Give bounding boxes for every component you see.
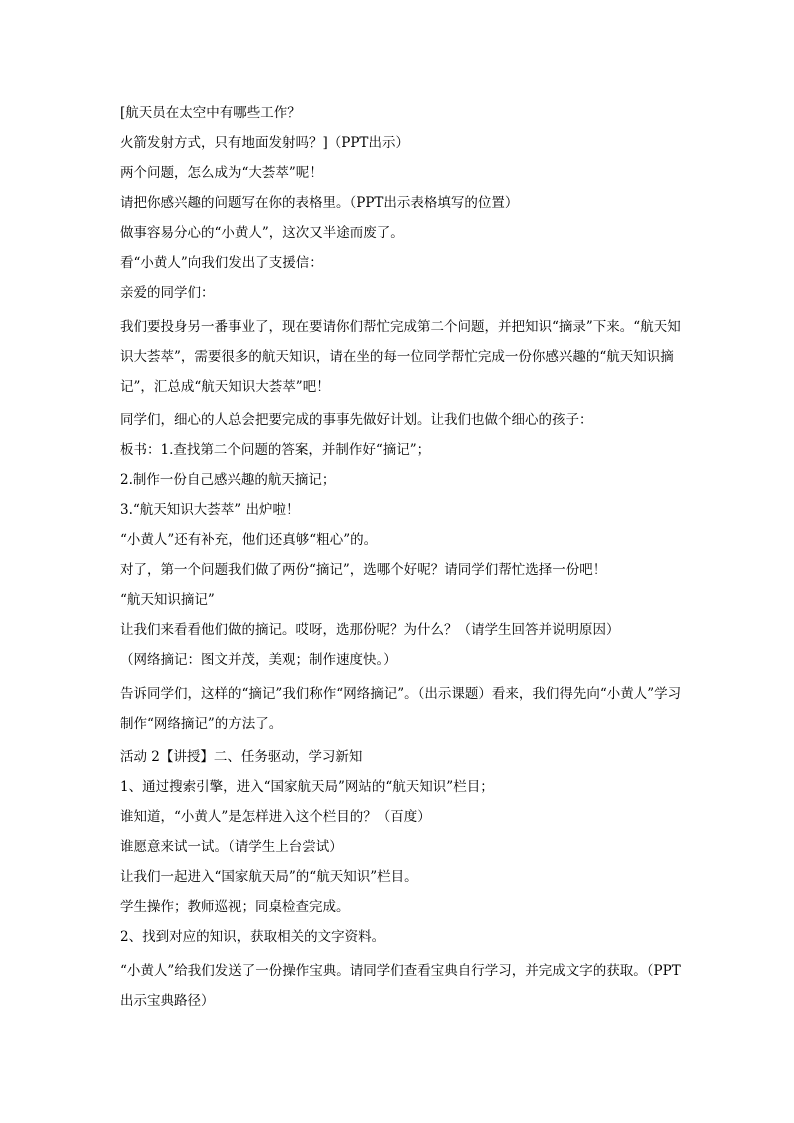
paragraph: （网络摘记：图文并茂，美观；制作速度快。） bbox=[120, 652, 397, 668]
paragraph: 我们要投身另一番事业了，现在要请你们帮忙完成第二个问题，并把知识“摘录”下来。“航天知识大荟萃”，需要很多的航天知识，请在坐的每一位同学帮忙完成一份你感兴趣的“航天知识摘记”，汇总成“航天知识大荟萃”吧！ bbox=[120, 319, 681, 395]
paragraph: 告诉同学们，这样的“摘记”我们称作“网络摘记”。（出示课题）看来，我们得先向“小黄人”学习制作“网络摘记”的方法了。 bbox=[120, 686, 682, 732]
paragraph: 谁愿意来试一试。（请学生上台尝试） bbox=[120, 839, 343, 855]
paragraph: 让我们一起进入“国家航天局”的“航天知识”栏目。 bbox=[120, 869, 418, 885]
paragraph: 请把你感兴趣的问题写在你的表格里。（PPT出示表格填写的位置） bbox=[120, 195, 519, 211]
paragraph: 1、通过搜索引擎，进入“国家航天局”网站的“航天知识”栏目； bbox=[120, 779, 494, 795]
paragraph: 学生操作；教师巡视；同桌检查完成。 bbox=[120, 899, 350, 915]
paragraph: 板书：1.查找第二个问题的答案，并制作好“摘记”； bbox=[120, 442, 431, 458]
paragraph: “航天知识摘记” bbox=[120, 592, 215, 608]
paragraph: 活动 2【讲授】二、任务驱动，学习新知 bbox=[120, 749, 363, 765]
paragraph: 做事容易分心的“小黄人”，这次又半途而废了。 bbox=[120, 225, 404, 241]
paragraph: 谁知道，“小黄人”是怎样进入这个栏目的？（百度） bbox=[120, 809, 431, 825]
paragraph: 让我们来看看他们做的摘记。哎呀，选那份呢？为什么？（请学生回答并说明原因） bbox=[120, 622, 620, 638]
paragraph: [航天员在太空中有哪些工作？ bbox=[120, 105, 301, 121]
paragraph: “小黄人”给我们发送了一份操作宝典。请同学们查看宝典自行学习，并完成文字的获取。（PPT出示宝典路径） bbox=[120, 963, 681, 1009]
paragraph: 看“小黄人”向我们发出了支援信： bbox=[120, 255, 323, 271]
paragraph: “小黄人”还有补充，他们还真够“粗心”的。 bbox=[120, 532, 378, 548]
paragraph: 同学们，细心的人总会把要完成的事事先做好计划。让我们也做个细心的孩子： bbox=[120, 412, 593, 428]
paragraph: 火箭发射方式，只有地面发射吗？]（PPT出示） bbox=[120, 135, 409, 151]
paragraph: 对了，第一个问题我们做了两份“摘记”，选哪个好呢？请同学们帮忙选择一份吧！ bbox=[120, 562, 607, 578]
document-page bbox=[120, 102, 690, 1016]
paragraph: 亲爱的同学们： bbox=[120, 285, 215, 301]
paragraph: 两个问题，怎么成为“大荟萃”呢！ bbox=[120, 165, 323, 181]
paragraph: 2.制作一份自己感兴趣的航天摘记； bbox=[120, 472, 336, 488]
paragraph: 2、找到对应的知识，获取相关的文字资料。 bbox=[120, 929, 386, 945]
paragraph: 3.“航天知识大荟萃” 出炉啦！ bbox=[120, 502, 300, 518]
